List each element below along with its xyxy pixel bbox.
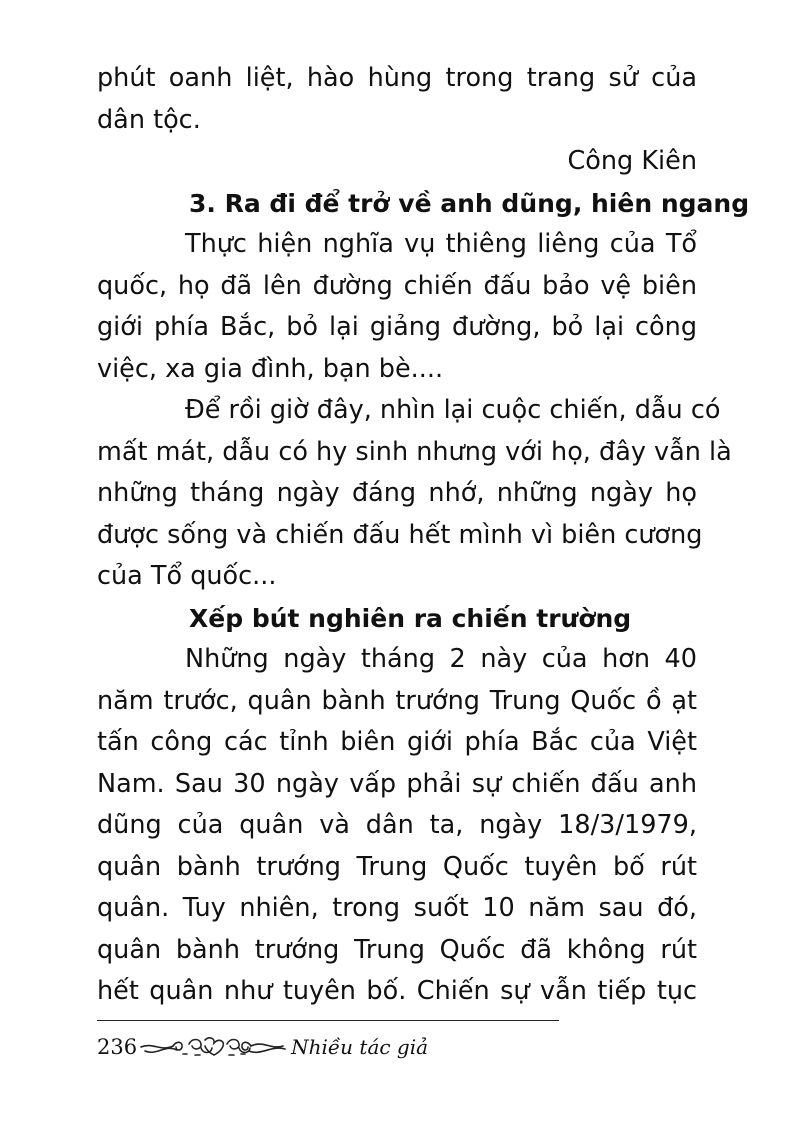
paragraph-3 [97,390,732,598]
text-line: năm trước, quân bành trướng Trung Quốc ồ ạt [97,685,697,716]
text-line: phút oanh liệt, hào hùng trong trang sử của [97,63,697,93]
text-line: quân bành trướng Trung Quốc đã không rút [97,934,697,965]
footer-divider [97,1020,559,1021]
paragraph-1 [97,58,697,141]
scroll-ornament-icon [139,1034,289,1060]
text-line: dân tộc. [97,104,201,135]
text-line: hết quân như tuyên bố. Chiến sự vẫn tiếp tục [97,976,697,1006]
text-line: Thực hiện nghĩa vụ thiêng liêng của Tổ [185,229,697,259]
text-line: tấn công các tỉnh biên giới phía Bắc của Việt [97,727,697,757]
footer-author: Nhiều tác giả [291,1035,429,1059]
text-line: Những ngày tháng 2 này của hơn 40 [185,644,697,674]
text-line: quân bành trướng Trung Quốc tuyên bố rút [97,851,697,882]
section-heading-1: 3. Ra đi để trở về anh dũng, hiên ngang [189,188,750,218]
page-number: 236 [97,1035,138,1059]
text-line: giới phía Bắc, bỏ lại giảng đường, bỏ lại công [97,312,697,342]
text-line: được sống và chiến đấu hết mình vì biên cương [97,519,703,550]
section-heading-2: Xếp bút nghiên ra chiến trường [189,603,632,633]
text-line: những tháng ngày đáng nhớ, những ngày họ [97,478,697,508]
text-line: quốc, họ đã lên đường chiến đấu bảo vệ biên [97,270,697,301]
text-line: việc, xa gia đình, bạn bè.... [97,353,444,384]
article-author: Công Kiên [567,146,697,176]
paragraph-2 [97,224,697,390]
text-line: dũng của quân và dân ta, ngày 18/3/1979, [97,810,697,840]
paragraph-4 [97,639,697,1013]
text-line: mất mát, dẫu có hy sinh nhưng với họ, đây vẫn là [97,436,732,467]
text-line: quân. Tuy nhiên, trong suốt 10 năm sau đó, [97,893,697,923]
text-line: của Tổ quốc... [97,561,277,591]
text-line: Nam. Sau 30 ngày vấp phải sự chiến đấu anh [97,768,697,799]
text-line: Để rồi giờ đây, nhìn lại cuộc chiến, dẫu có [185,395,721,425]
page-footer [97,1030,428,1064]
page-body [97,58,750,1013]
